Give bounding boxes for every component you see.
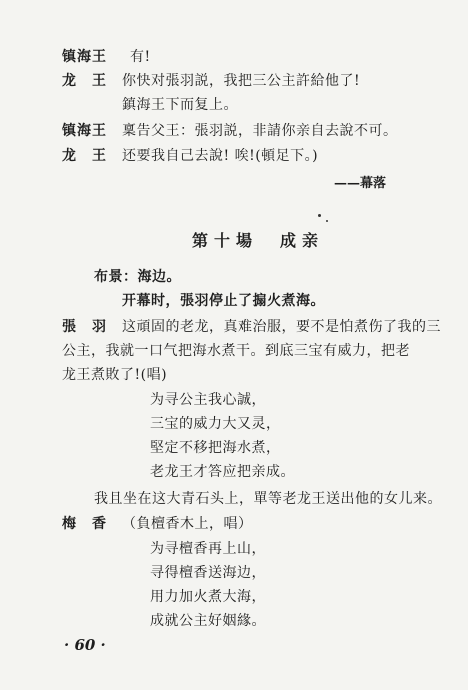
dialogue-line: 我且坐在这大青石头上，單等老龙王送出他的女儿来。 <box>94 491 442 507</box>
speaker-name: 龙 王 <box>62 148 107 164</box>
verse-line: 为寻公主我心誠， <box>150 392 266 408</box>
dialogue-line: 稟告父王：張羽説，非請你亲自去說不可。 <box>122 123 398 139</box>
stage-direction: （負檀香木上，唱） <box>122 516 253 532</box>
stage-direction: 鎮海王下而复上。 <box>122 97 238 113</box>
setting-line: 布景：海边。 <box>94 269 181 285</box>
dialogue-line: 你快对張羽説，我把三公主許給他了! <box>122 73 361 89</box>
dialogue-line: 龙王煮敗了!(唱) <box>62 367 168 383</box>
verse-line: 堅定不移把海水煮， <box>150 440 281 456</box>
scene-title: 第十場 成亲 <box>192 231 325 250</box>
verse-line: 寻得檀香送海边， <box>150 565 266 581</box>
speaker-name: 镇海王 <box>62 49 107 65</box>
verse-line: 三宝的威力大又灵， <box>150 416 281 432</box>
speaker-name: 張 羽 <box>62 319 107 335</box>
ink-speck <box>326 220 328 222</box>
verse-line: 老龙王才答应把亲成。 <box>150 464 295 480</box>
verse-line: 成就公主好姻緣。 <box>150 613 266 629</box>
dialogue-line: 有! <box>130 49 151 65</box>
speaker-name: 梅 香 <box>62 516 107 532</box>
page-number: · 60 · <box>64 636 106 654</box>
verse-line: 用力加火煮大海， <box>150 589 266 605</box>
dialogue-line: 公主，我就一口气把海水煮干。到底三宝有威力，把老 <box>62 343 410 359</box>
curtain-falls: ——幕落 <box>334 176 387 191</box>
ink-speck <box>318 214 321 217</box>
dialogue-line: 这頑固的老龙，真难治服，要不是怕煮伤了我的三 <box>122 319 441 335</box>
opening-direction: 开幕时，張羽停止了搧火煮海。 <box>122 293 325 309</box>
verse-line: 为寻檀香再上山， <box>150 541 266 557</box>
speaker-name: 龙 王 <box>62 73 107 89</box>
dialogue-line: 还要我自己去說! 唉!(頓足下。) <box>122 148 319 164</box>
speaker-name: 镇海王 <box>62 123 107 139</box>
